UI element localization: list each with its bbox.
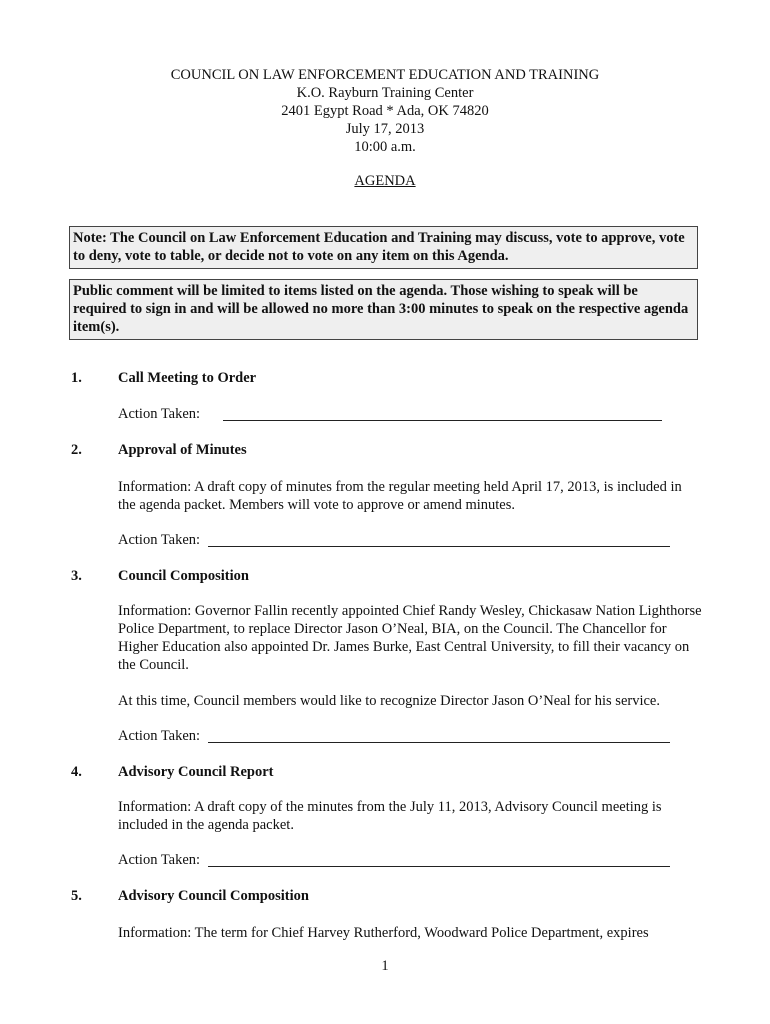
document-header [0, 66, 770, 156]
item-2-title: Approval of Minutes [118, 442, 247, 458]
organization-name: COUNCIL ON LAW ENFORCEMENT EDUCATION AND TRAINING [170, 67, 600, 83]
item-4-information: Information: A draft copy of the minutes from the July 11, 2013, Advisory Council meeting is included in the agenda packet. [118, 799, 662, 833]
item-3-action-line [208, 742, 670, 743]
address: 2401 Egypt Road * Ada, OK 74820 [281, 103, 489, 119]
item-1-action-label: Action Taken: [118, 406, 201, 422]
item-3-number: 3. [71, 568, 82, 584]
item-1-number: 1. [71, 370, 82, 386]
item-2-action-line [208, 546, 670, 547]
item-5-information: Information: The term for Chief Harvey Rutherford, Woodward Police Department, expires [118, 925, 649, 941]
item-3-recognition: At this time, Council members would like to recognize Director Jason O’Neal for his service. [118, 693, 660, 709]
item-3-title: Council Composition [118, 568, 249, 584]
page-number: 1 [381, 958, 389, 974]
meeting-time: 10:00 a.m. [354, 139, 416, 155]
item-3-action-label: Action Taken: [118, 728, 201, 744]
public-comment-notice: Public comment will be limited to items listed on the agenda. Those wishing to speak will be required to sign in and will be allowed no more than 3:00 minutes to speak on the respective agenda item(s). [69, 279, 698, 340]
training-center: K.O. Rayburn Training Center [296, 85, 474, 101]
item-1-action-line [223, 420, 662, 421]
item-3-information: Information: Governor Fallin recently appointed Chief Randy Wesley, Chickasaw Nation Lighthorse Police Department, to replace Director Jason O’Neal, BIA, on the Council. The Chancellor for Higher Education also appointed Dr. James Burke, East Central University, to fill their vacancy on the Council. [118, 603, 702, 673]
item-2-information: Information: A draft copy of minutes from the regular meeting held April 17, 2013, is included in the agenda packet. Members will vote to approve or amend minutes. [118, 479, 682, 513]
item-5-title: Advisory Council Composition [118, 888, 309, 904]
agenda-title: AGENDA [354, 173, 416, 189]
item-4-number: 4. [71, 764, 82, 780]
item-4-title: Advisory Council Report [118, 764, 274, 780]
meeting-date: July 17, 2013 [345, 121, 425, 137]
item-4-action-line [208, 866, 670, 867]
item-5-number: 5. [71, 888, 82, 904]
item-1-title: Call Meeting to Order [118, 370, 257, 386]
item-2-action-label: Action Taken: [118, 532, 201, 548]
item-2-number: 2. [71, 442, 82, 458]
item-4-action-label: Action Taken: [118, 852, 201, 868]
voting-notice: Note: The Council on Law Enforcement Education and Training may discuss, vote to approve, vote to deny, vote to table, or decide not to vote on any item on this Agenda. [69, 226, 698, 269]
